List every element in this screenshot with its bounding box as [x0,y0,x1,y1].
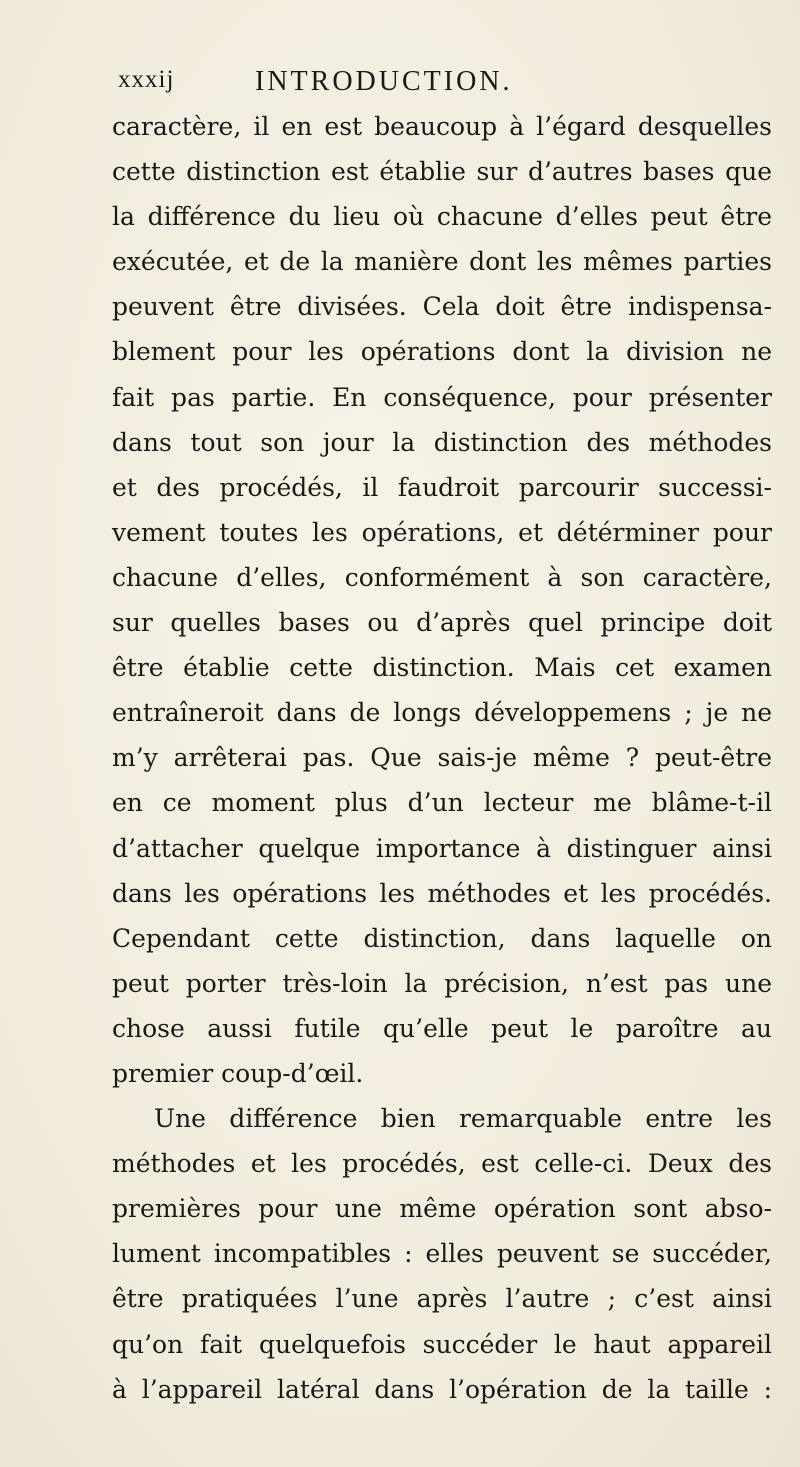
text-line: blement pour les opérations dont la division ne [112,337,772,367]
paragraph-first-line: Une différence bien remarquable entre les [154,1104,772,1134]
text-line: à l’appareil latéral dans l’opération de la taille : [112,1374,772,1404]
text-line: peuvent être divisées. Cela doit être indispensa- [112,292,772,322]
text-line: dans tout son jour la distinction des méthodes [112,427,772,457]
text-line: chose aussi futile qu’elle peut le paroître au [112,1013,772,1043]
paragraph-end-line: premier coup-d’œil. [112,1058,364,1088]
text-line: fait pas partie. En conséquence, pour présenter [112,382,772,412]
text-line: et des procédés, il faudroit parcourir successi- [112,472,772,502]
text-line: caractère, il en est beaucoup à l’égard desquelles [112,112,772,141]
text-line: sur quelles bases ou d’après quel principe doit [112,608,772,638]
body-text [112,104,772,1412]
text-line: entraîneroit dans de longs développemens ; je ne [112,698,772,728]
text-line: être pratiquées l’une après l’autre ; c’est ainsi [112,1284,772,1314]
text-line: la différence du lieu où chacune d’elles peut être [112,202,772,232]
running-title: INTRODUCTION. [255,66,513,97]
text-line: qu’on fait quelquefois succéder le haut appareil [112,1329,772,1359]
text-line: d’attacher quelque importance à distinguer ainsi [112,833,772,863]
text-line: chacune d’elles, conformément à son caractère, [112,562,772,592]
text-line: méthodes et les procédés, est celle-ci. Deux des [112,1149,772,1179]
text-line: premières pour une même opération sont abso- [112,1194,772,1224]
text-line: m’y arrêterai pas. Que sais-je même ? peut-être [112,743,772,773]
text-line: dans les opérations les méthodes et les procédés. [112,878,772,908]
text-line: vement toutes les opérations, et détérminer pour [112,517,772,547]
running-head [118,66,688,106]
text-line: en ce moment plus d’un lecteur me blâme-t-il [112,788,772,818]
page-number: xxxij [118,66,175,93]
text-line: être établie cette distinction. Mais cet examen [112,653,772,683]
text-line: lument incompatibles : elles peuvent se succéder, [112,1239,772,1269]
text-line: cette distinction est établie sur d’autres bases que [112,157,772,187]
text-line: Cependant cette distinction, dans laquelle on [112,923,772,953]
text-line: exécutée, et de la manière dont les mêmes parties [112,247,772,277]
text-line: peut porter très-loin la précision, n’est pas une [112,968,772,998]
